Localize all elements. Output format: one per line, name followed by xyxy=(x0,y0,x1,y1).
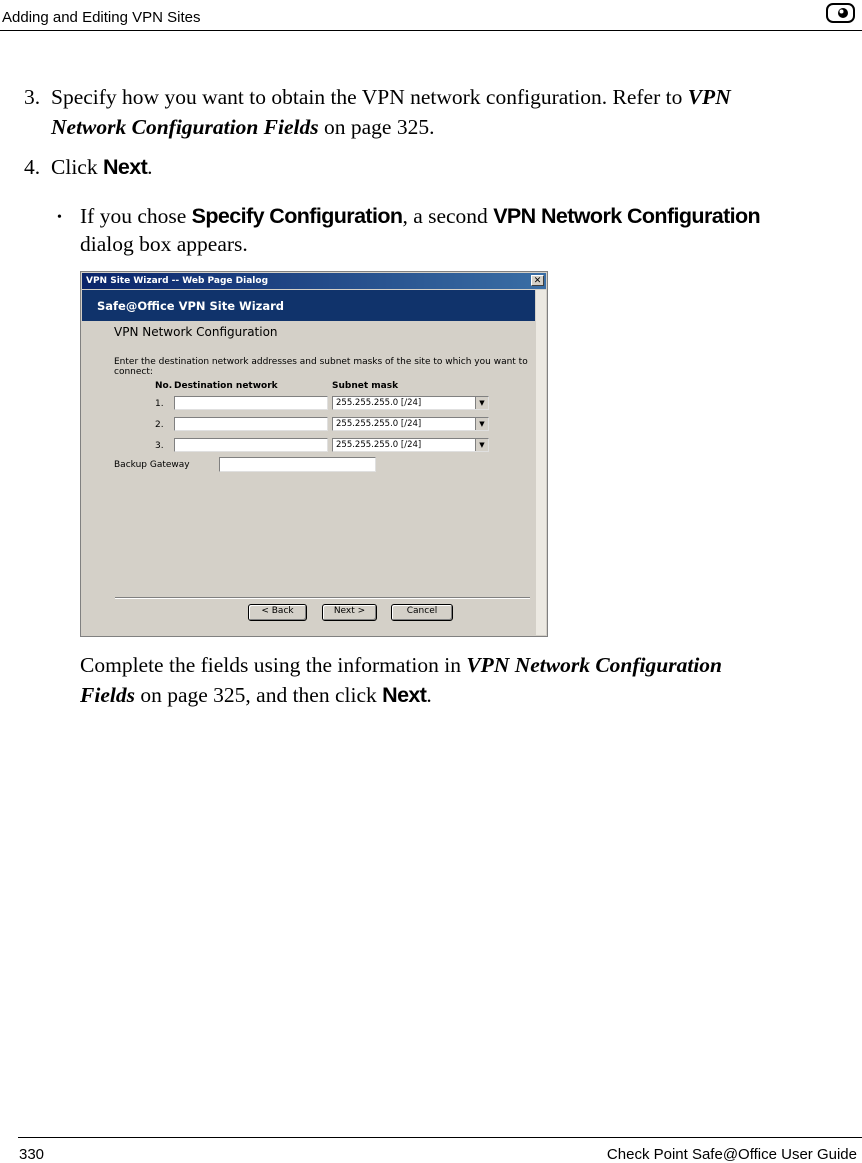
wizard-banner-title: Safe@Office VPN Site Wizard xyxy=(97,299,285,313)
wizard-banner xyxy=(82,290,535,321)
subnet-mask-select[interactable] xyxy=(332,417,489,431)
step-number: 4. xyxy=(24,155,41,179)
cancel-button[interactable]: Cancel xyxy=(391,604,453,621)
cross-reference-link[interactable]: Fields xyxy=(80,683,135,707)
column-header-no: No. xyxy=(155,381,173,391)
bullet-text-line2: dialog box appears. xyxy=(80,232,248,256)
subnet-mask-value: 255.255.255.0 [/24] xyxy=(336,419,422,429)
row-number: 2. xyxy=(155,420,164,430)
button-separator xyxy=(115,597,530,599)
cross-reference-link[interactable]: Network Configuration Fields xyxy=(51,115,319,139)
dialog-heading: VPN Network Configuration xyxy=(114,325,278,339)
step-number: 3. xyxy=(24,85,41,109)
column-header-subnet-mask: Subnet mask xyxy=(332,381,399,391)
backup-gateway-label: Backup Gateway xyxy=(114,460,190,470)
dialog-scrollbar[interactable] xyxy=(536,290,546,635)
dialog-instruction: Enter the destination network addresses and subnet masks of the site to which you want to connect: xyxy=(114,357,528,377)
next-button[interactable]: Next > xyxy=(322,604,377,621)
row-number: 3. xyxy=(155,441,164,451)
bullet-glyph: • xyxy=(57,210,62,225)
step-text-line1: Specify how you want to obtain the VPN network configuration. Refer to VPN xyxy=(51,85,731,109)
back-button[interactable]: < Back xyxy=(248,604,307,621)
subnet-mask-value: 255.255.255.0 [/24] xyxy=(336,398,422,408)
backup-gateway-input[interactable] xyxy=(219,457,376,472)
running-header-title: Adding and Editing VPN Sites xyxy=(2,9,201,26)
column-header-destination: Destination network xyxy=(174,381,278,391)
camera-icon xyxy=(825,1,856,25)
step-3 xyxy=(24,82,854,144)
dialog-titlebar xyxy=(82,273,546,289)
subnet-mask-select[interactable] xyxy=(332,438,489,452)
chevron-down-icon[interactable]: ▼ xyxy=(475,418,488,430)
ui-term: Next xyxy=(102,155,148,179)
bullet-text-line1: If you chose Specify Configuration, a second VPN Network Configuration xyxy=(80,204,761,228)
destination-network-input[interactable] xyxy=(174,417,328,431)
header-rule xyxy=(0,30,862,31)
cross-reference-link[interactable]: VPN Network Configuration xyxy=(466,653,723,677)
subnet-mask-select[interactable] xyxy=(332,396,489,410)
cross-reference-link[interactable]: VPN xyxy=(687,85,731,109)
dialog-window-title: VPN Site Wizard -- Web Page Dialog xyxy=(86,276,269,286)
guide-title: Check Point Safe@Office User Guide xyxy=(606,1146,857,1163)
chevron-down-icon[interactable]: ▼ xyxy=(475,397,488,409)
row-number: 1. xyxy=(155,399,164,409)
page-number: 330 xyxy=(19,1146,45,1163)
ui-term: Next xyxy=(382,683,427,707)
destination-network-input[interactable] xyxy=(174,438,328,452)
ui-term: Specify Configuration xyxy=(191,204,403,228)
subnet-mask-value: 255.255.255.0 [/24] xyxy=(336,440,422,450)
ui-term: VPN Network Configuration xyxy=(493,204,761,228)
footer-rule xyxy=(18,1137,862,1138)
after-text-line2: Fields on page 325, and then click Next. xyxy=(80,683,432,707)
step-4 xyxy=(24,152,424,182)
chevron-down-icon[interactable]: ▼ xyxy=(475,439,488,451)
after-text-line1: Complete the fields using the information in VPN Network Configuration xyxy=(80,653,723,677)
vpn-network-configuration-dialog xyxy=(80,271,548,637)
step-text-line2: Network Configuration Fields on page 325. xyxy=(51,115,435,139)
destination-network-input[interactable] xyxy=(174,396,328,410)
step-text: Click Next. xyxy=(51,155,153,179)
close-icon[interactable]: ✕ xyxy=(531,275,544,286)
